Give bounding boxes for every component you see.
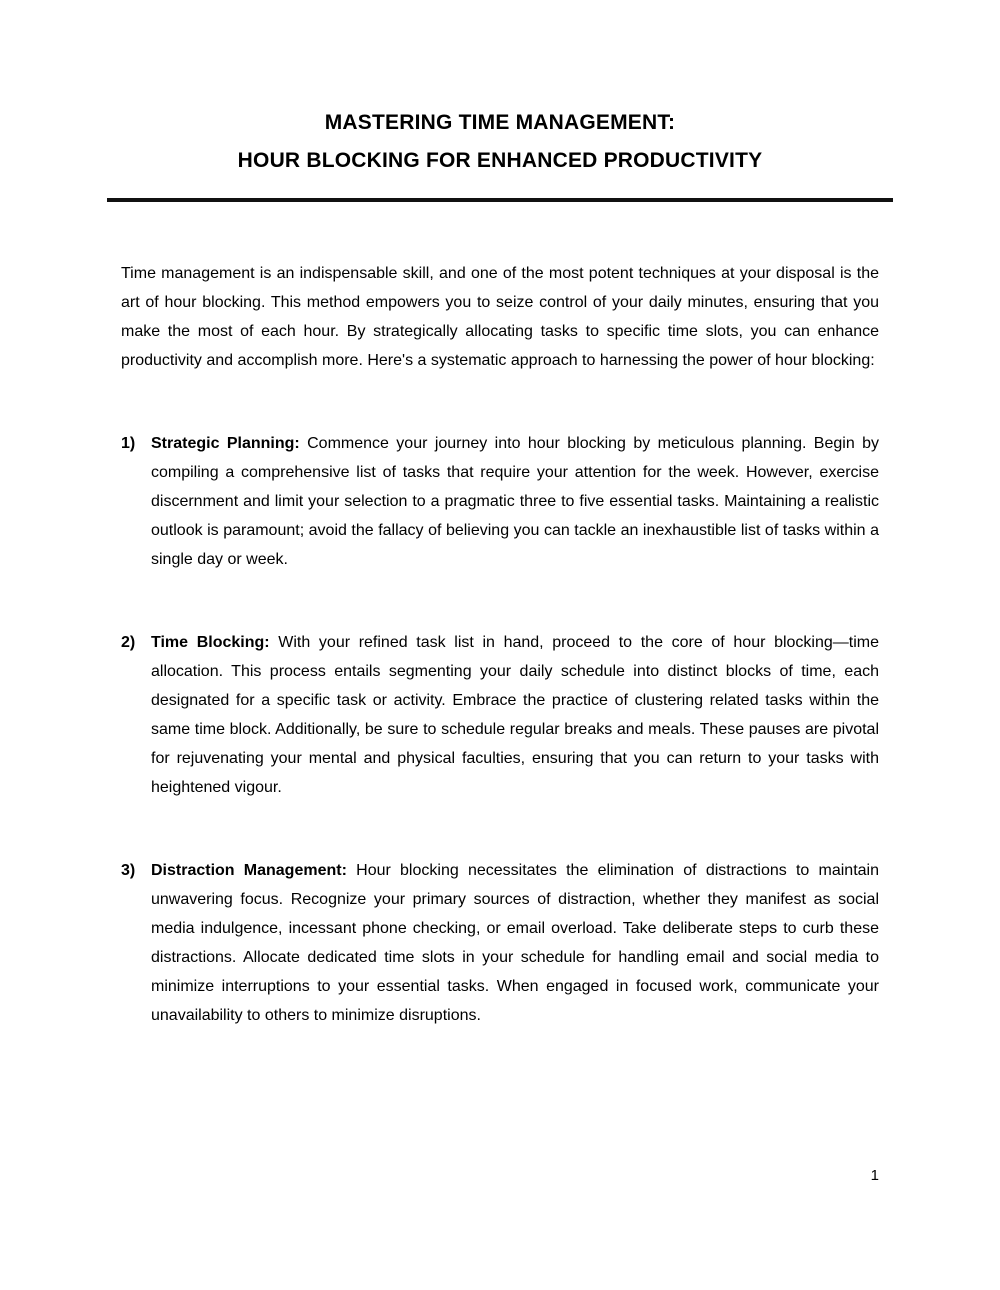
list-item-heading: Time Blocking: (151, 634, 270, 651)
title-line-2: HOUR BLOCKING FOR ENHANCED PRODUCTIVITY (237, 149, 763, 172)
document-title (121, 104, 879, 180)
title-line-1: MASTERING TIME MANAGEMENT: (324, 111, 676, 134)
list-number: 1) (121, 435, 136, 452)
page-number: 1 (870, 1167, 879, 1184)
list-item-strategic-planning (121, 429, 879, 574)
list-item-body: Hour blocking necessitates the elimination of distractions to maintain unwavering focus. Recognize your primary sources of distraction, whether they manifest as social media indulgence, incessant phone checking, or email overload. Take deliberate steps to curb these distractions. Allocate dedicated time slots in your schedule for handling email and social media to minimize interruptions to your essential tasks. When engaged in focused work, communicate your unavailability to others to minimize disruptions. (151, 862, 879, 1024)
list-number: 2) (121, 634, 136, 651)
list-item-body: With your refined task list in hand, proceed to the core of hour blocking—time allocation. This process entails segmenting your daily schedule into distinct blocks of time, each designated for a specific task or activity. Embrace the practice of clustering related tasks within the same time block. Additionally, be sure to schedule regular breaks and meals. These pauses are pivotal for rejuvenating your mental and physical faculties, ensuring that you can return to your tasks with heightened vigour. (151, 634, 880, 796)
intro-paragraph: Time management is an indispensable skill, and one of the most potent techniques at your disposal is the art of hour blocking. This method empowers you to seize control of your daily minutes, ensuring that you make the most of each hour. By strategically allocating tasks to specific time slots, you can enhance productivity and accomplish more. Here's a systematic approach to harnessing the power of hour blocking: (121, 265, 879, 369)
page-content (0, 104, 1000, 180)
list-item-distraction-management (121, 856, 879, 1030)
title-divider-rule (107, 198, 893, 202)
list-item-heading: Distraction Management: (151, 862, 347, 879)
list-number: 3) (121, 862, 136, 879)
body-content (0, 259, 1000, 1030)
list-item-heading: Strategic Planning: (151, 435, 300, 452)
list-item-body: Commence your journey into hour blocking by meticulous planning. Begin by compiling a comprehensive list of tasks that require your attention for the week. However, exercise discernment and limit your selection to a pragmatic three to five essential tasks. Maintaining a realistic outlook is paramount; avoid the fallacy of believing you can tackle an inexhaustible list of tasks within a single day or week. (151, 435, 879, 568)
list-item-time-blocking (121, 628, 879, 802)
